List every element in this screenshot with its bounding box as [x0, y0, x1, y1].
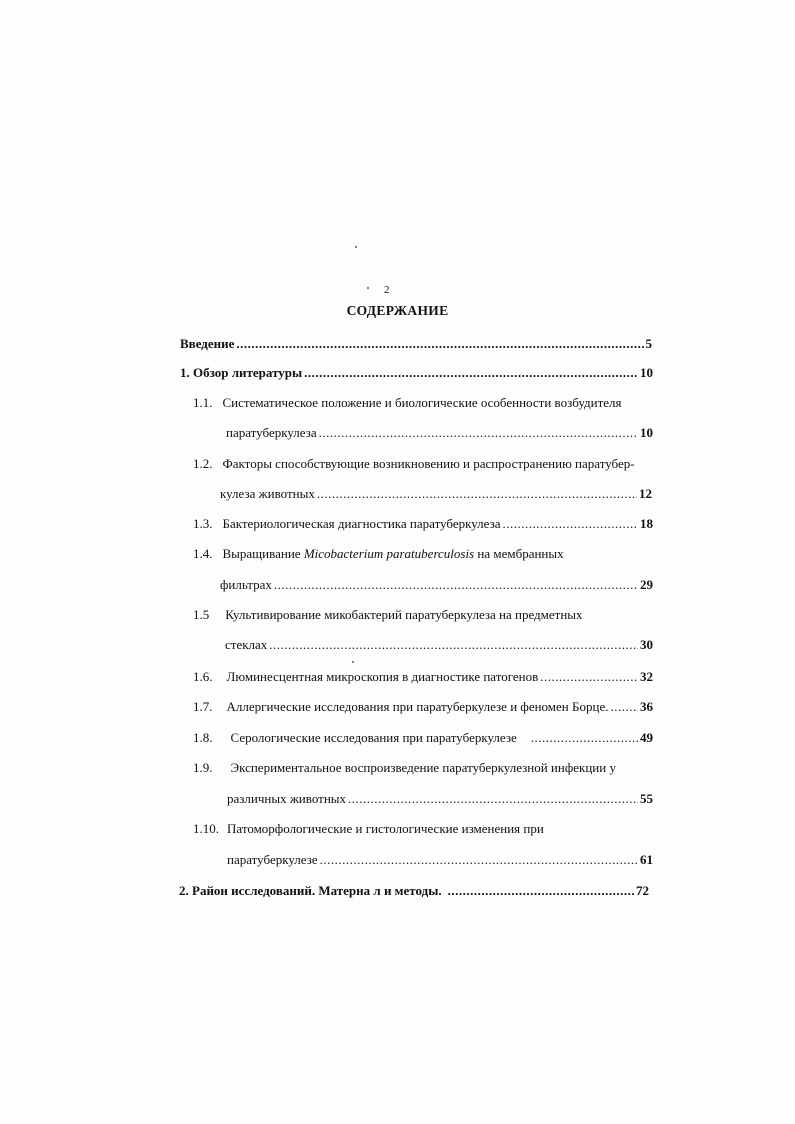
toc-entry-1-5-line1[interactable]	[193, 607, 583, 623]
dot-leader	[269, 637, 638, 653]
toc-page-ref: 10	[640, 365, 653, 380]
toc-entry-1-2-line1[interactable]	[193, 456, 635, 472]
dot-leader	[319, 425, 638, 441]
toc-entry-text: Введение	[180, 336, 235, 351]
toc-entry-number: 1.1.	[193, 395, 213, 410]
toc-entry-number: 1.4.	[193, 546, 213, 561]
toc-entry-1-2-line2[interactable]	[220, 486, 652, 502]
toc-page-ref: 5	[645, 336, 652, 351]
toc-entry-number: 1.8.	[193, 730, 213, 745]
dot-leader	[274, 577, 638, 593]
toc-entry-number: 1.9.	[193, 760, 213, 775]
toc-entry-1-4-line1[interactable]	[193, 546, 564, 562]
toc-entry-1-8[interactable]	[193, 730, 653, 746]
toc-entry-text: Факторы способствующие возникновению и распространению паратубер-	[222, 456, 635, 471]
toc-entry-text: Патоморфологические и гистологические изменения при	[227, 821, 544, 836]
scan-speck	[367, 287, 369, 289]
dot-leader	[348, 791, 638, 807]
dot-leader	[448, 883, 634, 899]
toc-entry-1-10-line2[interactable]	[227, 852, 653, 868]
toc-page-ref: 72	[636, 883, 649, 898]
toc-entry-text: Систематическое положение и биологические особенности возбудителя	[222, 395, 622, 410]
dot-leader	[610, 699, 638, 715]
toc-entry-1-6[interactable]	[193, 669, 653, 685]
toc-page-ref: 36	[640, 699, 653, 714]
toc-entry-1-3[interactable]	[193, 516, 653, 532]
page-title: СОДЕРЖАНИЕ	[346, 303, 449, 318]
toc-entry-text: Бактериологическая диагностика паратуберкулеза	[222, 516, 501, 531]
toc-entry-number: 1.7.	[193, 699, 213, 714]
page-number: 2	[384, 284, 390, 296]
toc-entry-text: 2. Район исследований. Матерна л и методы.	[179, 883, 442, 898]
toc-entry-text: Культивирование микобактерий паратуберкулеза на предметных	[225, 607, 583, 622]
toc-entry-1-9-line1[interactable]	[193, 760, 616, 776]
toc-entry-text: кулеза животных	[220, 486, 315, 501]
toc-entry-text: различных животных	[227, 791, 347, 806]
dot-leader	[503, 516, 638, 532]
toc-entry-number: 1.3.	[193, 516, 213, 531]
toc-entry-text: фильтрах	[220, 577, 272, 592]
scan-speck	[352, 661, 354, 663]
dot-leader	[317, 486, 637, 502]
toc-entry-text: на мембранных	[477, 546, 564, 561]
scan-speck	[355, 246, 357, 248]
toc-entry-1-10-line1[interactable]	[193, 821, 544, 837]
toc-entry-text: паратуберкулеза	[226, 425, 317, 440]
toc-page-ref: 10	[640, 425, 653, 440]
toc-entry-chapter-2[interactable]	[179, 883, 649, 899]
toc-entry-intro[interactable]	[180, 336, 652, 352]
toc-entry-text: Выращивание	[222, 546, 301, 561]
toc-page-ref: 55	[640, 791, 653, 806]
toc-entry-text: стеклах	[225, 637, 268, 652]
toc-page-ref: 18	[640, 516, 653, 531]
toc-page-ref: 30	[640, 637, 653, 652]
toc-entry-1-9-line2[interactable]	[227, 791, 653, 807]
toc-entry-1-5-line2[interactable]	[225, 637, 653, 653]
toc-entry-number: 1.10.	[193, 821, 219, 836]
toc-entry-1-1-line2[interactable]	[226, 425, 653, 441]
toc-page-ref: 29	[640, 577, 653, 592]
toc-entry-1-7[interactable]	[193, 699, 653, 715]
toc-entry-text: 1. Обзор литературы	[180, 365, 303, 380]
dot-leader	[320, 852, 638, 868]
toc-entry-1-4-line2[interactable]	[220, 577, 653, 593]
dot-leader	[304, 365, 638, 381]
toc-entry-text: Экспериментальное воспроизведение паратуберкулезной инфекции у	[230, 760, 616, 775]
toc-entry-italic-organism: Micobacterium paratuberculosis	[303, 546, 475, 561]
toc-page-ref: 61	[640, 852, 653, 867]
toc-page-ref: 12	[639, 486, 652, 501]
toc-entry-text: паратуберкулезе	[227, 852, 318, 867]
toc-page-ref: 32	[640, 669, 653, 684]
dot-leader	[540, 669, 638, 685]
toc-page-ref: 49	[640, 730, 653, 745]
toc-entry-chapter-1[interactable]	[180, 365, 653, 381]
toc-entry-text: Люминесцентная микроскопия в диагностике патогенов	[226, 669, 539, 684]
toc-entry-1-1-line1[interactable]	[193, 395, 622, 411]
toc-entry-number: 1.5	[193, 607, 210, 622]
dot-leader	[531, 730, 638, 746]
toc-entry-number: 1.6.	[193, 669, 213, 684]
toc-entry-text: Серологические исследования при паратуберкулезе	[230, 730, 517, 745]
toc-entry-text: Аллергические исследования при паратуберкулезе и феномен Борце.	[226, 699, 609, 714]
dot-leader	[236, 336, 643, 352]
toc-entry-number: 1.2.	[193, 456, 213, 471]
